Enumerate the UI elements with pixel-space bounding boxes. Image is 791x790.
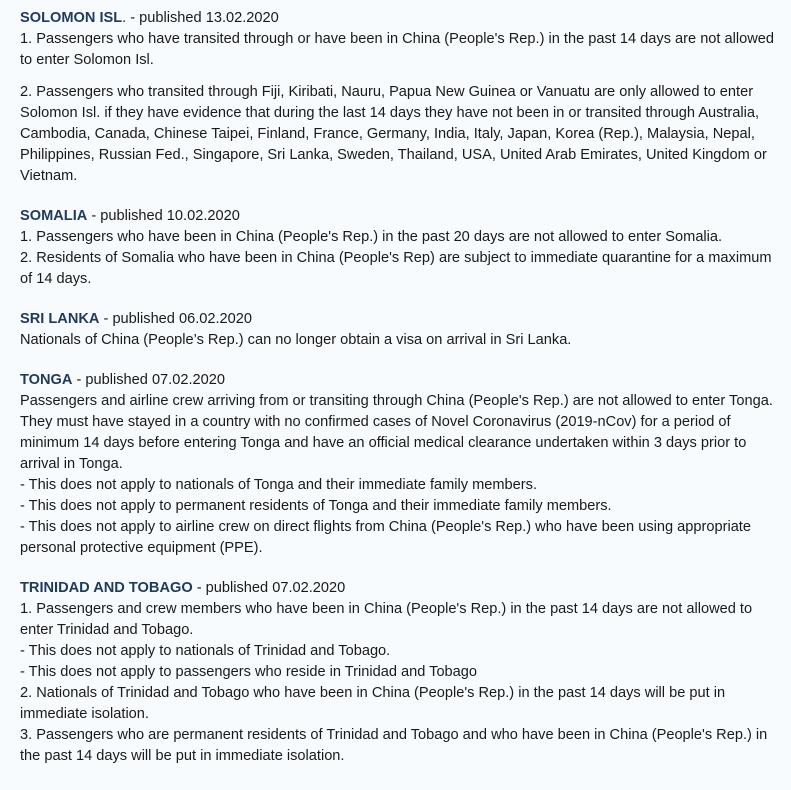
published-date: . - published 13.02.2020 (122, 10, 279, 26)
section-paragraph: - This does not apply to airline crew on direct flights from China (People's Rep.) who have been using appropriate personal protective equipment (PPE). (20, 519, 751, 556)
country-section-sri-lanka (20, 309, 779, 351)
section-heading (20, 370, 779, 391)
country-section-tonga (20, 370, 779, 559)
country-section-solomon-isl (20, 8, 779, 187)
section-paragraph: 1. Passengers who have transited through or have been in China (People's Rep.) in the past 14 days are not allowed to enter Solomon Isl. (20, 31, 775, 68)
section-paragraph: - This does not apply to passengers who reside in Trinidad and Tobago (20, 664, 478, 680)
section-paragraph: - This does not apply to nationals of Tonga and their immediate family members. (20, 477, 537, 493)
section-paragraph: 2. Residents of Somalia who have been in China (People's Rep) are subject to immediate quarantine for a maximum of 14 days. (20, 250, 772, 287)
section-heading (20, 8, 779, 29)
section-paragraph: 3. Passengers who are permanent residents of Trinidad and Tobago and who have been in China (People's Rep.) in the past 14 days will be put in immediate isolation. (20, 727, 768, 764)
section-paragraph: Nationals of China (People’s Rep.) can no longer obtain a visa on arrival in Sri Lanka. (20, 332, 572, 348)
section-paragraph: - This does not apply to permanent residents of Tonga and their immediate family members. (20, 498, 612, 514)
section-paragraph: 2. Nationals of Trinidad and Tobago who have been in China (People's Rep.) in the past 14 days will be put in immediate isolation. (20, 685, 726, 722)
country-name: SOLOMON ISL (20, 10, 123, 26)
country-name: SOMALIA (20, 208, 88, 224)
country-name: SRI LANKA (20, 311, 100, 327)
published-date: - published 06.02.2020 (99, 311, 253, 327)
section-paragraph: Passengers and airline crew arriving from or transiting through China (People's Rep.) are not allowed to enter Tonga. They must have stayed in a country with no confirmed cases of Novel Coronavirus (2019-nCov) for a period of minimum 14 days before entering Tonga and have an official medical clearance undertaken within 3 days prior to arrival in Tonga. (20, 393, 773, 472)
country-section-somalia (20, 206, 779, 290)
country-name: TRINIDAD AND TOBAGO (20, 580, 193, 596)
country-section-trinidad-and-tobago (20, 578, 779, 767)
section-heading (20, 578, 779, 599)
section-paragraph: - This does not apply to nationals of Trinidad and Tobago. (20, 643, 391, 659)
paragraph-gap (20, 71, 779, 82)
section-paragraph: 2. Passengers who transited through Fiji, Kiribati, Nauru, Papua New Guinea or Vanuatu are only allowed to enter Solomon Isl. if they have evidence that during the last 14 days they have not been in or transited through Australia, Cambodia, Canada, Chinese Taipei, Finland, France, Germany, India, Italy, Japan, Korea (Rep.), Malaysia, Nepal, Philippines, Russian Fed., Singapore, Sri Lanka, Sweden, Thailand, USA, United Arab Emirates, United Kingdom or Vietnam. (20, 84, 767, 184)
section-heading (20, 309, 779, 330)
country-name: TONGA (20, 372, 73, 388)
section-paragraph: 1. Passengers and crew members who have been in China (People's Rep.) in the past 14 days are not allowed to enter Trinidad and Tobago. (20, 601, 753, 638)
published-date: - published 07.02.2020 (192, 580, 346, 596)
section-heading (20, 206, 779, 227)
section-paragraph: 1. Passengers who have been in China (People's Rep.) in the past 20 days are not allowed to enter Somalia. (20, 229, 723, 245)
published-date: - published 10.02.2020 (87, 208, 240, 224)
published-date: - published 07.02.2020 (72, 372, 225, 388)
